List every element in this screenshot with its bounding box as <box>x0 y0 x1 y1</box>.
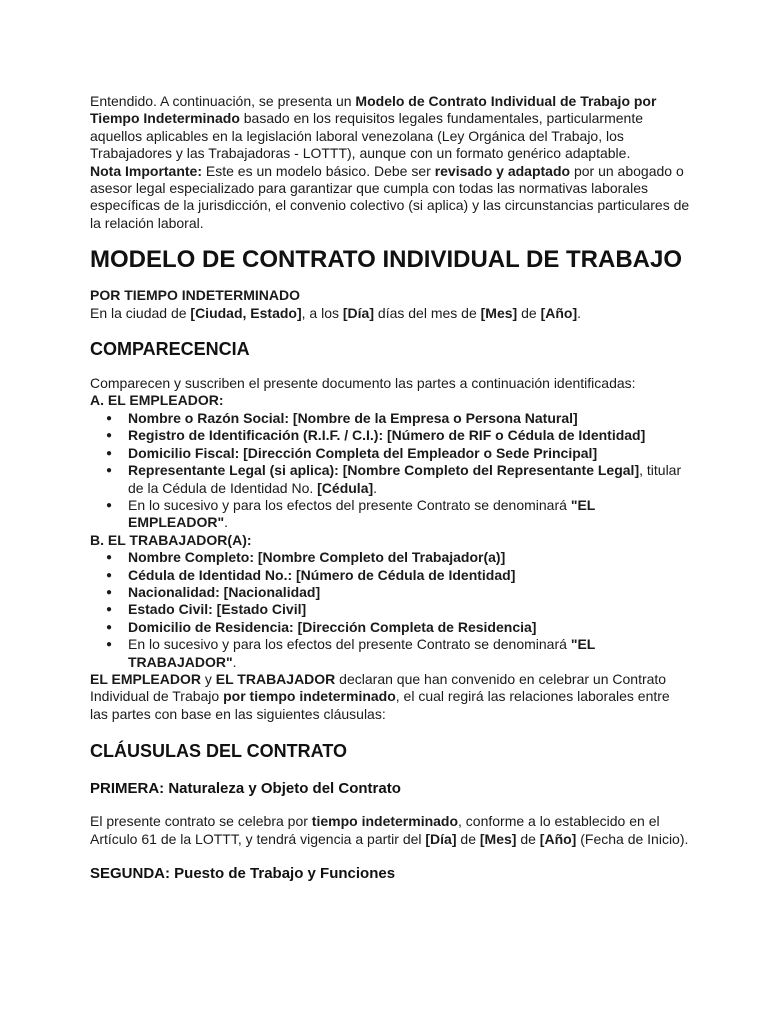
list-item <box>128 636 690 671</box>
important-note <box>90 163 690 233</box>
bold-text: [Mes] <box>479 830 517 847</box>
document-page <box>90 93 690 883</box>
list-item <box>128 462 690 497</box>
list-item <box>128 427 690 444</box>
list-item <box>128 567 690 584</box>
document-title: MODELO DE CONTRATO INDIVIDUAL DE TRABAJO <box>90 246 683 274</box>
bold-text: Nombre Completo: [Nombre Completo del Trabajador(a)] <box>128 549 506 566</box>
text-run: y <box>200 670 216 687</box>
text-run: de <box>517 304 541 321</box>
bold-text: Cédula de Identidad No.: [Número de Cédula de Identidad] <box>128 566 516 583</box>
list-item <box>128 601 690 618</box>
text-run: En lo sucesivo y para los efectos del presente Contrato se denominará <box>128 496 571 513</box>
text-run: . <box>373 479 378 496</box>
bold-text: [Cédula] <box>317 479 374 496</box>
clause-body-primera <box>90 813 690 848</box>
text-run: . <box>224 514 228 531</box>
bold-text: por tiempo indeterminado <box>223 688 396 705</box>
empleador-label: A. EL EMPLEADOR: <box>90 392 224 409</box>
bold-text: Nota Importante: <box>90 162 202 179</box>
list-item <box>128 584 690 601</box>
bold-text: revisado y adaptado <box>434 162 571 179</box>
bold-text: [Mes] <box>480 304 518 321</box>
section-heading-comparecencia: COMPARECENCIA <box>90 339 250 360</box>
text-run: , a los <box>301 304 343 321</box>
bold-text: Nombre o Razón Social: [Nombre de la Empresa o Persona Natural] <box>128 409 578 426</box>
text-run: Comparecen y suscriben el presente documento las partes a continuación identificadas: <box>90 375 636 392</box>
section-heading-clausulas: CLÁUSULAS DEL CONTRATO <box>90 741 348 762</box>
bold-text: EL EMPLEADOR <box>90 670 201 687</box>
bold-text: "EL EMPLEADOR" <box>128 496 596 531</box>
trabajador-label: B. EL TRABAJADOR(A): <box>90 531 252 548</box>
bold-text: Nacionalidad: [Nacionalidad] <box>128 583 321 600</box>
text-run: Entendido. A continuación, se presenta un <box>90 93 356 109</box>
list-item <box>128 445 690 462</box>
bold-text: "EL TRABAJADOR" <box>128 636 596 670</box>
text-run: basado en los requisitos legales fundamentales, particularmente aquellos aplicables en la legislación laboral venezolana (Ley Orgánica del Trabajo, los Trabajadores y las Trabajadoras - LOTTT), aunque con un formato genérico adaptable. <box>90 110 644 162</box>
text-run: (Fecha de Inicio). <box>576 830 689 847</box>
place-date-line <box>90 305 690 322</box>
bold-text: Modelo de Contrato Individual de Trabajo por Tiempo Indeterminado <box>90 93 657 127</box>
text-run: En la ciudad de <box>90 304 191 321</box>
bold-text: Registro de Identificación (R.I.F. / C.I.): [Número de RIF o Cédula de Identidad] <box>128 427 646 444</box>
text-run: , el cual regirá las relaciones laborales entre las partes con base en las siguientes cláusulas: <box>90 688 670 722</box>
bold-text: [Día] <box>425 830 457 847</box>
bold-text: Estado Civil: [Estado Civil] <box>128 601 307 618</box>
list-item <box>128 410 690 427</box>
bold-text: Domicilio de Residencia: [Dirección Completa de Residencia] <box>128 618 537 635</box>
bold-text: tiempo indeterminado <box>311 813 459 830</box>
text-run: En lo sucesivo y para los efectos del presente Contrato se denominará <box>128 636 571 653</box>
clause-heading-segunda: SEGUNDA: Puesto de Trabajo y Funciones <box>90 865 396 882</box>
text-run: de <box>456 830 480 847</box>
text-run: . <box>232 653 237 670</box>
text-run: . <box>577 304 581 321</box>
trabajador-list <box>90 549 690 671</box>
intro-paragraph <box>90 93 690 163</box>
empleador-list <box>90 410 690 532</box>
bold-text: [Año] <box>539 830 577 847</box>
bold-text: Domicilio Fiscal: [Dirección Completa del Empleador o Sede Principal] <box>128 444 598 461</box>
text-run: por un abogado o asesor legal especializado para garantizar que cumpla con todas las normativas laborales específicas de la jurisdicción, el convenio colectivo (si aplica) y las circunstancias particulares de la relación laboral. <box>90 162 690 231</box>
text-run: El presente contrato se celebra por <box>90 813 312 830</box>
bold-text: Representante Legal (si aplica): [Nombre Completo del Representante Legal] <box>128 462 640 479</box>
text-run: Este es un modelo básico. Debe ser <box>202 162 435 179</box>
bold-text: [Año] <box>540 304 578 321</box>
comparecencia-closing <box>90 671 690 723</box>
list-item <box>128 549 690 566</box>
bold-text: [Ciudad, Estado] <box>190 304 302 321</box>
document-subtitle: POR TIEMPO INDETERMINADO <box>90 287 301 304</box>
text-run: , titular de la Cédula de Identidad No. <box>128 462 682 496</box>
bold-text: [Día] <box>342 304 375 321</box>
text-run: declaran que han convenido en celebrar un Contrato Individual de Trabajo <box>90 670 667 705</box>
list-item <box>128 619 690 636</box>
text-run: días del mes de <box>374 304 481 321</box>
comparecencia-intro <box>90 375 690 392</box>
text-run: de <box>516 830 540 847</box>
clause-heading-primera: PRIMERA: Naturaleza y Objeto del Contrato <box>90 780 401 798</box>
text-run: , conforme a lo establecido en el Artículo 61 de la LOTTT, y tendrá vigencia a partir del <box>90 813 660 847</box>
list-item <box>128 497 690 532</box>
bold-text: EL TRABAJADOR <box>215 670 336 687</box>
